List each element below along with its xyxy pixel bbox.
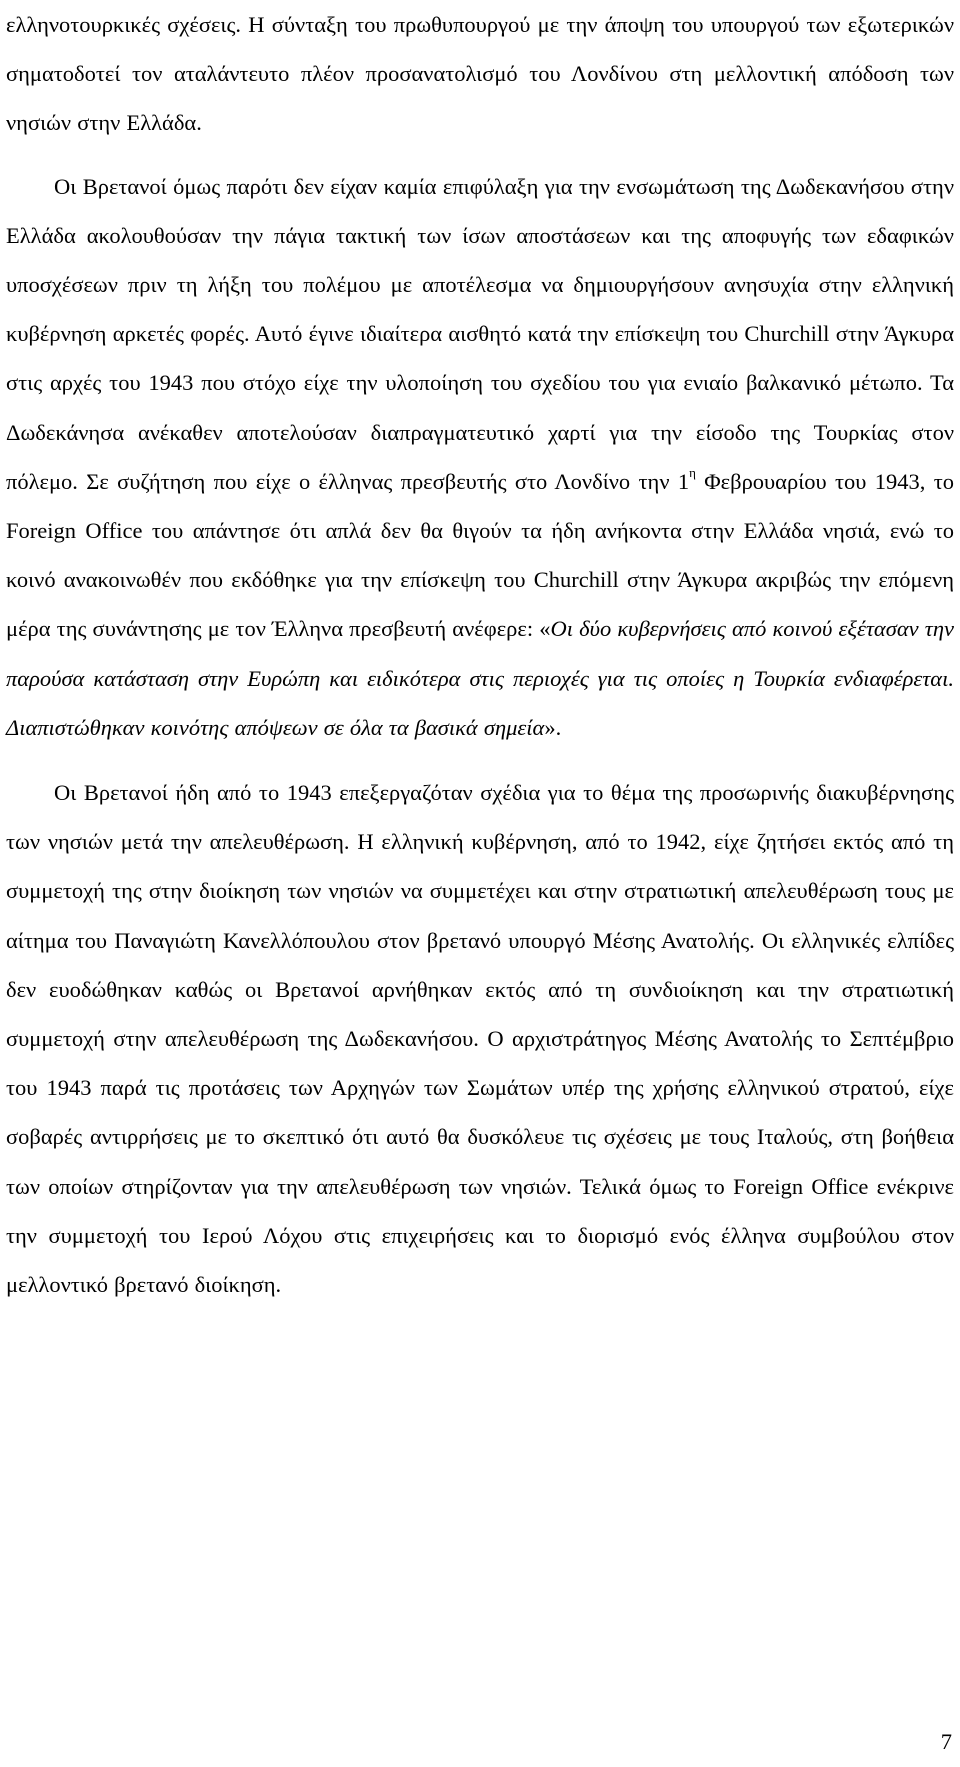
paragraph-1-text: ελληνοτουρκικές σχέσεις. Η σύνταξη του πρωθυπουργού με την άποψη του υπουργού των εξωτερικών σηματοδοτεί τον αταλάντευτο πλέον προσανατολισμό του Λονδίνου στη μελλοντική απόδοση των νησιών στην Ελλάδα.	[6, 12, 954, 136]
paragraph-2-text-c: ».	[544, 714, 562, 740]
document-page	[6, 0, 954, 1309]
paragraph-2-text-b: Φεβρουαρίου του 1943, το Foreign Office του απάντησε ότι απλά δεν θα θιγούν τα ήδη ανήκοντα στην Ελλάδα νησιά, ενώ το κοινό ανακοινωθέν που εκδόθηκε για την επίσκεψη του Churchill στην Άγκυρα ακριβώς την επόμενη μέρα της συνάντησης με τον Έλληνα πρεσβευτή ανέφερε: «	[6, 468, 954, 642]
quoted-communique: Οι δύο κυβερνήσεις από κοινού εξέτασαν την παρούσα κατάσταση στην Ευρώπη και ειδικότερα στις περιοχές για τις οποίες η Τουρκία ενδιαφέρεται. Διαπιστώθηκαν κοινότης απόψεων σε όλα τα βασικά σημεία	[6, 616, 954, 740]
paragraph-2-text-a: Οι Βρετανοί όμως παρότι δεν είχαν καμία επιφύλαξη για την ενσωμάτωση της Δωδεκανήσου στην Ελλάδα ακολουθούσαν την πάγια τακτική των ίσων αποστάσεων και της αποφυγής των εδαφικών υποσχέσεων πριν τη λήξη του πολέμου με αποτέλεσμα να δημιουργήσουν ανησυχία στην ελληνική κυβέρνηση αρκετές φορές. Αυτό έγινε ιδιαίτερα αισθητό κατά την επίσκεψη του Churchill στην Άγκυρα στις αρχές του 1943 που στόχο είχε την υλοποίηση του σχεδίου του για ενιαίο βαλκανικό μέτωπο. Τα Δωδεκάνησα ανέκαθεν αποτελούσαν διαπραγματευτικό χαρτί για την είσοδο της Τουρκίας στον πόλεμο. Σε συζήτηση που είχε ο έλληνας πρεσβευτής στο Λονδίνο την 1	[6, 173, 954, 494]
paragraph-2	[6, 162, 954, 752]
page-number: 7	[940, 1729, 952, 1754]
paragraph-3	[6, 768, 954, 1309]
ordinal-superscript: η	[689, 464, 696, 480]
paragraph-1	[6, 0, 954, 148]
paragraph-3-text: Οι Βρετανοί ήδη από το 1943 επεξεργαζόταν σχέδια για το θέμα της προσωρινής διακυβέρνησης των νησιών μετά την απελευθέρωση. Η ελληνική κυβέρνηση, από το 1942, είχε ζητήσει εκτός από τη συμμετοχή της στην διοίκηση των νησιών να συμμετέχει και στην στρατιωτική απελευθέρωση τους με αίτημα του Παναγιώτη Κανελλόπουλου στον βρετανό υπουργό Μέσης Ανατολής. Οι ελληνικές ελπίδες δεν ευοδώθηκαν καθώς οι Βρετανοί αρνήθηκαν εκτός από τη συνδιοίκηση και την στρατιωτική συμμετοχή στην απελευθέρωση της Δωδεκανήσου. Ο αρχιστράτηγος Μέσης Ανατολής το Σεπτέμβριο του 1943 παρά τις προτάσεις των Αρχηγών των Σωμάτων υπέρ της χρήσης ελληνικού στρατού, είχε σοβαρές αντιρρήσεις με το σκεπτικό ότι αυτό θα δυσκόλευε τις σχέσεις με τους Ιταλούς, στη βοήθεια των οποίων στηρίζονταν για την απελευθέρωση των νησιών. Τελικά όμως το Foreign Office ενέκρινε την συμμετοχή του Ιερού Λόχου στις επιχειρήσεις και το διορισμό ενός έλληνα συμβούλου στον μελλοντικό βρετανό διοίκηση.	[6, 780, 954, 1298]
